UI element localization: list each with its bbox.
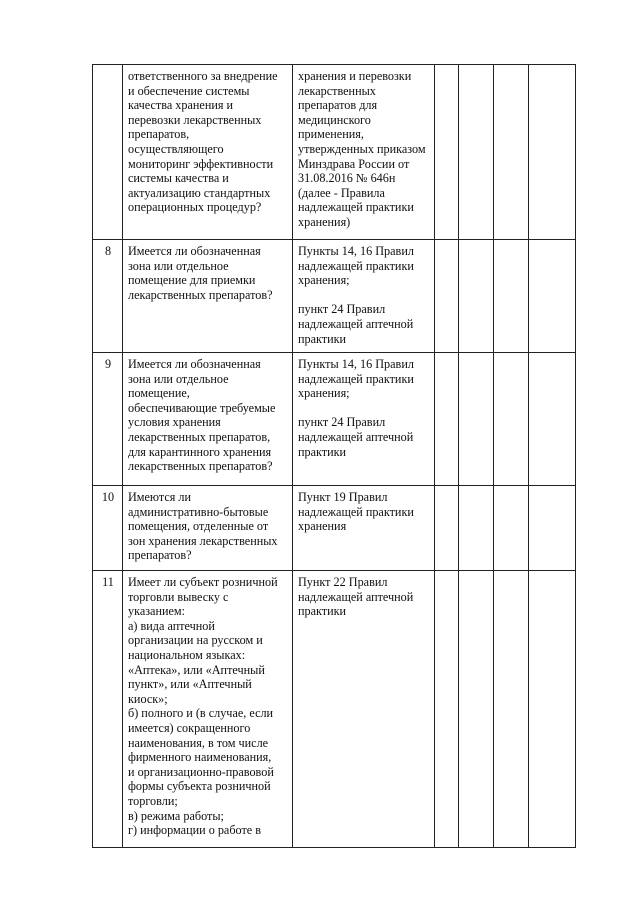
checklist-table <box>92 64 576 848</box>
row-number: 8 <box>93 240 123 353</box>
regulation-reference: хранения и перевозки лекарственных препаратов для медицинского применения, утвержденных приказом Минздрава России от 31.08.2016 № 646н (далее - Правила надлежащей практики хранения) <box>293 65 435 240</box>
answer-na-cell <box>494 486 529 571</box>
answer-no-cell <box>459 353 494 486</box>
note-cell <box>529 353 576 486</box>
regulation-reference: Пункты 14, 16 Правил надлежащей практики хранения; пункт 24 Правил надлежащей аптечной практики <box>293 353 435 486</box>
requirement-text: Имеется ли обозначенная зона или отдельное помещение, обеспечивающие требуемые условия хранения лекарственных препаратов, для карантинного хранения лекарственных препаратов? <box>123 353 293 486</box>
answer-no-cell <box>459 486 494 571</box>
requirement-text: Имеются ли административно-бытовые помещения, отделенные от зон хранения лекарственных препаратов? <box>123 486 293 571</box>
requirement-text: Имеет ли субъект розничной торговли вывеску с указанием: а) вида аптечной организации на русском и национальном языках: «Аптека», или «Аптечный пункт», или «Аптечный киоск»; б) полного и (в случае, если имеется) сокращенного наименования, в том числе фирменного наименования, и организационно-правовой формы субъекта розничной торговли; в) режима работы; г) информации о работе в <box>123 571 293 848</box>
table-row <box>93 571 576 848</box>
note-cell <box>529 240 576 353</box>
row-number: 10 <box>93 486 123 571</box>
regulation-reference: Пункт 19 Правил надлежащей практики хранения <box>293 486 435 571</box>
row-number: 11 <box>93 571 123 848</box>
table-row <box>93 65 576 240</box>
answer-yes-cell <box>435 65 459 240</box>
regulation-reference: Пункт 22 Правил надлежащей аптечной практики <box>293 571 435 848</box>
answer-yes-cell <box>435 353 459 486</box>
row-number <box>93 65 123 240</box>
answer-na-cell <box>494 240 529 353</box>
note-cell <box>529 571 576 848</box>
row-number: 9 <box>93 353 123 486</box>
requirement-text: Имеется ли обозначенная зона или отдельное помещение для приемки лекарственных препаратов? <box>123 240 293 353</box>
answer-na-cell <box>494 65 529 240</box>
requirement-text: ответственного за внедрение и обеспечение системы качества хранения и перевозки лекарственных препаратов, осуществляющего мониторинг эффективности системы качества и актуализацию стандартных операционных процедур? <box>123 65 293 240</box>
answer-no-cell <box>459 65 494 240</box>
answer-na-cell <box>494 571 529 848</box>
table-row <box>93 486 576 571</box>
answer-yes-cell <box>435 240 459 353</box>
answer-yes-cell <box>435 486 459 571</box>
table-row <box>93 240 576 353</box>
note-cell <box>529 486 576 571</box>
regulation-reference: Пункты 14, 16 Правил надлежащей практики хранения; пункт 24 Правил надлежащей аптечной практики <box>293 240 435 353</box>
answer-no-cell <box>459 240 494 353</box>
table-row <box>93 353 576 486</box>
answer-yes-cell <box>435 571 459 848</box>
note-cell <box>529 65 576 240</box>
answer-na-cell <box>494 353 529 486</box>
answer-no-cell <box>459 571 494 848</box>
